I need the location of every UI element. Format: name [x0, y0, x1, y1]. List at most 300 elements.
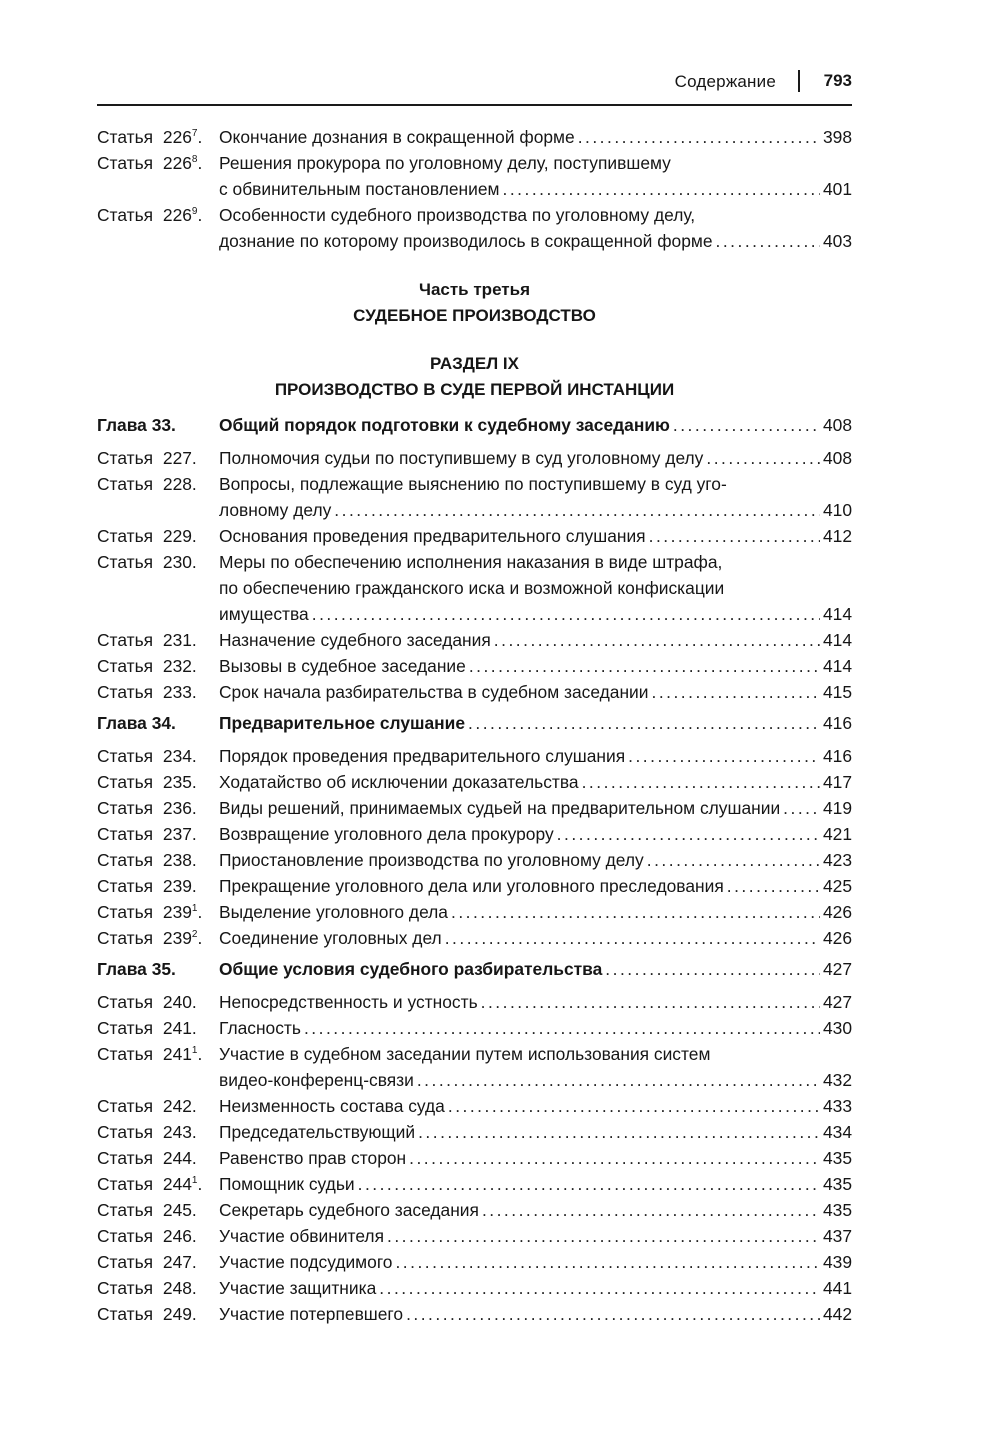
entry-title-text: Равенство прав сторон [219, 1148, 407, 1168]
dot-leader [481, 989, 820, 1015]
entry-page-number: 425 [822, 876, 852, 896]
entry-number-suffix: . [191, 1122, 197, 1142]
entry-title-line [219, 1145, 852, 1171]
entry-type-word: Статья [97, 153, 154, 173]
entry-type-word: Статья [97, 630, 154, 650]
entry-number: 230 [162, 552, 192, 572]
entry-number-suffix: . [191, 474, 197, 494]
entry-number-suffix: . [171, 713, 176, 733]
entry-label [97, 202, 219, 254]
entry-title-text: с обвинительным постановлением [219, 179, 500, 199]
entry-number-suffix: . [191, 1278, 197, 1298]
toc-article-entry [97, 1197, 852, 1223]
entry-text [219, 124, 852, 150]
entry-page-number: 439 [822, 1252, 852, 1272]
toc-article-entry [97, 873, 852, 899]
toc-article-entry [97, 1119, 852, 1145]
entry-page-number: 416 [822, 746, 852, 766]
part-heading [97, 277, 852, 329]
toc-article-entry [97, 653, 852, 679]
entry-text [219, 1041, 852, 1093]
toc-chapter-entry [97, 956, 852, 982]
entry-title-line [219, 549, 852, 575]
entry-label [97, 124, 219, 150]
entry-number: 239 [162, 876, 192, 896]
entry-title-text: Основания проведения предварительного слушания [219, 526, 646, 546]
entry-label [97, 523, 219, 549]
entry-title-text: Участие защитника [219, 1278, 377, 1298]
dot-leader [417, 1067, 820, 1093]
entry-title-line [219, 1041, 852, 1067]
entry-page-number: 433 [822, 1096, 852, 1116]
entry-label [97, 1275, 219, 1301]
dot-leader [628, 743, 820, 769]
entry-title-text: Секретарь судебного заседания [219, 1200, 479, 1220]
entry-number: 243 [162, 1122, 192, 1142]
dot-leader [716, 228, 820, 254]
entry-title-text: Непосредственность и устность [219, 992, 478, 1012]
entry-label [97, 445, 219, 471]
entry-title-text: Меры по обеспечению исполнения наказания в виде штрафа, [219, 552, 723, 572]
entry-page-number: 426 [822, 902, 852, 922]
entry-number: 244 [162, 1174, 192, 1194]
entry-title-text: Соединение уголовных дел [219, 928, 442, 948]
entry-number-suffix: . [191, 1226, 197, 1246]
entry-title-text: Особенности судебного производства по уголовному делу, [219, 205, 696, 225]
entry-page-number: 432 [822, 1070, 852, 1090]
entry-number-suffix: . [191, 876, 197, 896]
toc-article-entry [97, 847, 852, 873]
dot-leader [651, 679, 820, 705]
entry-label [97, 769, 219, 795]
entry-page-number: 410 [822, 500, 852, 520]
toc-article-entry [97, 899, 852, 925]
entry-number: 226 [162, 205, 192, 225]
entry-label [97, 1171, 219, 1197]
entry-page-number: 441 [822, 1278, 852, 1298]
entry-title-text: имущества [219, 604, 309, 624]
toc-article-entry [97, 769, 852, 795]
entry-number: 226 [162, 127, 192, 147]
dot-leader [647, 847, 820, 873]
entry-text [219, 956, 852, 982]
entry-number: 246 [162, 1226, 192, 1246]
entry-label [97, 1223, 219, 1249]
dot-leader [706, 445, 820, 471]
entry-title-line [219, 124, 852, 150]
entry-text [219, 1249, 852, 1275]
entry-title-line [219, 1093, 852, 1119]
entry-number: 239 [162, 902, 192, 922]
entry-title-line [219, 202, 852, 228]
entry-page-number: 412 [822, 526, 852, 546]
entry-page-number: 435 [822, 1174, 852, 1194]
entry-text [219, 202, 852, 254]
entry-number-suffix: . [197, 902, 203, 922]
entry-title-text: Виды решений, принимаемых судьей на предварительном слушании [219, 798, 781, 818]
toc-article-entry [97, 1015, 852, 1041]
dot-leader [482, 1197, 820, 1223]
entry-text [219, 1197, 852, 1223]
entry-number-suffix: . [191, 552, 197, 572]
entry-page-number: 434 [822, 1122, 852, 1142]
toc-article-entry [97, 549, 852, 627]
entry-number-suffix: . [197, 928, 203, 948]
entry-type-word: Статья [97, 205, 154, 225]
toc-article-entry [97, 471, 852, 523]
entry-type-word: Статья [97, 1122, 154, 1142]
entry-number: 228 [162, 474, 192, 494]
entry-title-text: Выделение уголовного дела [219, 902, 448, 922]
entry-number-suffix: . [191, 1018, 197, 1038]
entry-title-line [219, 445, 852, 471]
entry-page-number: 435 [822, 1200, 852, 1220]
entry-title-line [219, 523, 852, 549]
dot-leader [582, 769, 820, 795]
entry-title-line [219, 1119, 852, 1145]
entry-title-line [219, 795, 852, 821]
running-header [97, 70, 852, 106]
entry-page-number: 415 [822, 682, 852, 702]
toc-article-entry [97, 1145, 852, 1171]
entry-text [219, 925, 852, 951]
entry-text [219, 899, 852, 925]
entry-type-word: Глава [97, 959, 147, 979]
entry-type-word: Статья [97, 772, 154, 792]
entry-number: 245 [162, 1200, 192, 1220]
entry-title-text: Общий порядок подготовки к судебному заседанию [219, 415, 670, 435]
entry-title-text: Помощник судьи [219, 1174, 355, 1194]
entry-text [219, 679, 852, 705]
entry-page-number: 417 [822, 772, 852, 792]
toc-article-entry [97, 1093, 852, 1119]
entry-label [97, 847, 219, 873]
entry-text [219, 627, 852, 653]
entry-type-word: Статья [97, 1278, 154, 1298]
entry-page-number: 408 [822, 415, 852, 435]
toc-article-entry [97, 1223, 852, 1249]
entry-type-word: Статья [97, 1018, 154, 1038]
entry-text [219, 653, 852, 679]
entry-text [219, 412, 852, 438]
entry-text [219, 445, 852, 471]
entry-page-number: 442 [822, 1304, 852, 1324]
entry-number: 231 [162, 630, 192, 650]
entry-title-line [219, 176, 852, 202]
entry-number: 227 [162, 448, 192, 468]
entry-title-line [219, 575, 852, 601]
table-of-contents [97, 124, 852, 1327]
entry-page-number: 423 [822, 850, 852, 870]
entry-title-line [219, 471, 852, 497]
entry-title-text: Гласность [219, 1018, 301, 1038]
entry-title-line [219, 710, 852, 736]
entry-label [97, 627, 219, 653]
part-title: СУДЕБНОЕ ПРОИЗВОДСТВО [353, 306, 596, 325]
entry-number-superscript: 1 [191, 903, 198, 915]
dot-leader [783, 795, 820, 821]
entry-number-suffix: . [171, 415, 176, 435]
entry-type-word: Статья [97, 656, 154, 676]
entry-number-suffix: . [191, 798, 197, 818]
entry-type-word: Статья [97, 928, 154, 948]
entry-title-line [219, 769, 852, 795]
entry-title-text: Окончание дознания в сокращенной форме [219, 127, 575, 147]
toc-article-entry [97, 124, 852, 150]
entry-number-suffix: . [191, 772, 197, 792]
entry-number-suffix: . [191, 656, 197, 676]
entry-title-line [219, 821, 852, 847]
entry-page-number: 430 [822, 1018, 852, 1038]
entry-page-number: 435 [822, 1148, 852, 1168]
entry-label [97, 1197, 219, 1223]
dot-leader [312, 601, 820, 627]
entry-text [219, 471, 852, 523]
entry-title-line [219, 653, 852, 679]
entry-title-text: Неизменность состава суда [219, 1096, 445, 1116]
section-number: РАЗДЕЛ IX [430, 354, 519, 373]
dot-leader [468, 710, 820, 736]
entry-label [97, 1301, 219, 1327]
toc-article-entry [97, 795, 852, 821]
entry-number-superscript: 7 [191, 128, 198, 140]
entry-number-suffix: . [191, 682, 197, 702]
entry-number-superscript: 1 [191, 1175, 198, 1187]
entry-label [97, 925, 219, 951]
dot-leader [379, 1275, 820, 1301]
entry-text [219, 710, 852, 736]
entry-label [97, 1015, 219, 1041]
entry-page-number: 408 [822, 448, 852, 468]
entry-page-number: 398 [822, 127, 852, 147]
entry-label [97, 549, 219, 627]
entry-type-word: Статья [97, 1148, 154, 1168]
toc-entries [97, 412, 852, 1327]
entry-number: 241 [162, 1044, 192, 1064]
entry-number: 33 [151, 415, 172, 435]
toc-article-entry [97, 989, 852, 1015]
entry-text [219, 150, 852, 202]
entry-title-text: Полномочия судьи по поступившему в суд уголовному делу [219, 448, 704, 468]
entry-title-line [219, 743, 852, 769]
dot-leader [494, 627, 820, 653]
entry-number-suffix: . [197, 1174, 203, 1194]
entry-number-suffix: . [191, 1096, 197, 1116]
entry-number: 35 [151, 959, 172, 979]
entry-type-word: Статья [97, 682, 154, 702]
entry-number-suffix: . [191, 526, 197, 546]
entry-label [97, 653, 219, 679]
toc-article-entry [97, 1301, 852, 1327]
entry-title-text: Председательствующий [219, 1122, 416, 1142]
dot-leader [557, 821, 820, 847]
entry-page-number: 421 [822, 824, 852, 844]
entry-title-text: Участие в судебном заседании путем использования систем [219, 1044, 711, 1064]
toc-article-entry [97, 445, 852, 471]
entry-text [219, 1119, 852, 1145]
entry-number: 226 [162, 153, 192, 173]
entry-label [97, 150, 219, 202]
entry-label [97, 679, 219, 705]
entry-title-line [219, 1223, 852, 1249]
entry-title-text: Решения прокурора по уголовному делу, поступившему [219, 153, 671, 173]
entry-label [97, 743, 219, 769]
dot-leader [451, 899, 820, 925]
entry-title-line [219, 679, 852, 705]
entry-title-text: Общие условия судебного разбирательства [219, 959, 603, 979]
entry-number-suffix: . [171, 959, 176, 979]
entry-label [97, 1093, 219, 1119]
entry-label [97, 1145, 219, 1171]
entry-title-text: Срок начала разбирательства в судебном заседании [219, 682, 649, 702]
toc-entries-top [97, 124, 852, 254]
entry-number: 248 [162, 1278, 192, 1298]
entry-label [97, 710, 219, 736]
entry-title-line [219, 497, 852, 523]
entry-page-number: 419 [822, 798, 852, 818]
entry-title-line [219, 150, 852, 176]
toc-article-entry [97, 925, 852, 951]
entry-type-word: Статья [97, 1096, 154, 1116]
entry-type-word: Статья [97, 798, 154, 818]
toc-article-entry [97, 1275, 852, 1301]
entry-type-word: Статья [97, 127, 154, 147]
entry-title-line [219, 873, 852, 899]
entry-title-line [219, 956, 852, 982]
page-number: 793 [823, 71, 852, 90]
entry-number: 34 [151, 713, 172, 733]
dot-leader [727, 873, 820, 899]
entry-text [219, 769, 852, 795]
entry-page-number: 427 [822, 959, 852, 979]
dot-leader [649, 523, 820, 549]
entry-title-text: Назначение судебного заседания [219, 630, 491, 650]
toc-article-entry [97, 1171, 852, 1197]
entry-title-line [219, 1249, 852, 1275]
entry-label [97, 1119, 219, 1145]
dot-leader [406, 1301, 820, 1327]
entry-number: 242 [162, 1096, 192, 1116]
entry-number-suffix: . [197, 153, 203, 173]
entry-text [219, 743, 852, 769]
entry-text [219, 989, 852, 1015]
entry-number-suffix: . [191, 1200, 197, 1220]
entry-title-line [219, 1067, 852, 1093]
entry-title-text: дознание по которому производилось в сокращенной форме [219, 231, 713, 251]
section-heading [97, 351, 852, 403]
entry-title-text: по обеспечению гражданского иска и возможной конфискации [219, 578, 725, 598]
entry-type-word: Глава [97, 713, 147, 733]
entry-label [97, 471, 219, 523]
entry-text [219, 1015, 852, 1041]
toc-article-entry [97, 523, 852, 549]
entry-number: 249 [162, 1304, 192, 1324]
toc-article-entry [97, 743, 852, 769]
entry-title-line [219, 601, 852, 627]
entry-type-word: Статья [97, 746, 154, 766]
entry-label [97, 795, 219, 821]
entry-number: 238 [162, 850, 192, 870]
entry-type-word: Статья [97, 876, 154, 896]
toc-chapter-entry [97, 710, 852, 736]
entry-number-suffix: . [191, 824, 197, 844]
entry-page-number: 403 [822, 231, 852, 251]
entry-text [219, 1171, 852, 1197]
entry-text [219, 873, 852, 899]
dot-leader [503, 176, 820, 202]
entry-title-line [219, 1197, 852, 1223]
entry-title-line [219, 627, 852, 653]
dot-leader [673, 412, 820, 438]
entry-text [219, 821, 852, 847]
entry-number-superscript: 2 [191, 929, 198, 941]
entry-page-number: 416 [822, 713, 852, 733]
entry-title-text: Участие подсудимого [219, 1252, 393, 1272]
entry-number: 233 [162, 682, 192, 702]
entry-type-word: Статья [97, 824, 154, 844]
entry-number: 244 [162, 1148, 192, 1168]
entry-number-suffix: . [191, 746, 197, 766]
entry-page-number: 427 [822, 992, 852, 1012]
dot-leader [409, 1145, 820, 1171]
section-title: ПРОИЗВОДСТВО В СУДЕ ПЕРВОЙ ИНСТАНЦИИ [274, 380, 675, 399]
entry-number: 235 [162, 772, 192, 792]
entry-number-suffix: . [191, 1148, 197, 1168]
entry-number-suffix: . [197, 127, 203, 147]
entry-title-line [219, 1171, 852, 1197]
entry-number: 239 [162, 928, 192, 948]
entry-title-text: Вызовы в судебное заседание [219, 656, 466, 676]
entry-page-number: 414 [822, 630, 852, 650]
dot-leader [358, 1171, 820, 1197]
toc-article-entry [97, 1249, 852, 1275]
entry-type-word: Глава [97, 415, 147, 435]
entry-number: 247 [162, 1252, 192, 1272]
entry-number-suffix: . [191, 1304, 197, 1324]
entry-type-word: Статья [97, 448, 154, 468]
entry-text [219, 523, 852, 549]
dot-leader [304, 1015, 820, 1041]
entry-label [97, 1041, 219, 1093]
entry-title-line [219, 847, 852, 873]
toc-article-entry [97, 150, 852, 202]
entry-title-text: Предварительное слушание [219, 713, 466, 733]
dot-leader [605, 956, 820, 982]
toc-article-entry [97, 202, 852, 254]
entry-type-word: Статья [97, 1044, 154, 1064]
entry-type-word: Статья [97, 1304, 154, 1324]
dot-leader [448, 1093, 820, 1119]
entry-number: 229 [162, 526, 192, 546]
entry-title-text: Прекращение уголовного дела или уголовного преследования [219, 876, 724, 896]
entry-label [97, 899, 219, 925]
entry-text [219, 1275, 852, 1301]
entry-title-text: видео-конференц-связи [219, 1070, 414, 1090]
entry-title-line [219, 1275, 852, 1301]
entry-number-suffix: . [191, 992, 197, 1012]
entry-label [97, 989, 219, 1015]
entry-number: 236 [162, 798, 192, 818]
entry-title-text: Участие обвинителя [219, 1226, 384, 1246]
toc-article-entry [97, 1041, 852, 1093]
entry-title-text: Возвращение уголовного дела прокурору [219, 824, 554, 844]
entry-text [219, 847, 852, 873]
entry-number-suffix: . [191, 448, 197, 468]
entry-type-word: Статья [97, 1200, 154, 1220]
entry-label [97, 1249, 219, 1275]
entry-label [97, 873, 219, 899]
header-separator [798, 70, 800, 92]
